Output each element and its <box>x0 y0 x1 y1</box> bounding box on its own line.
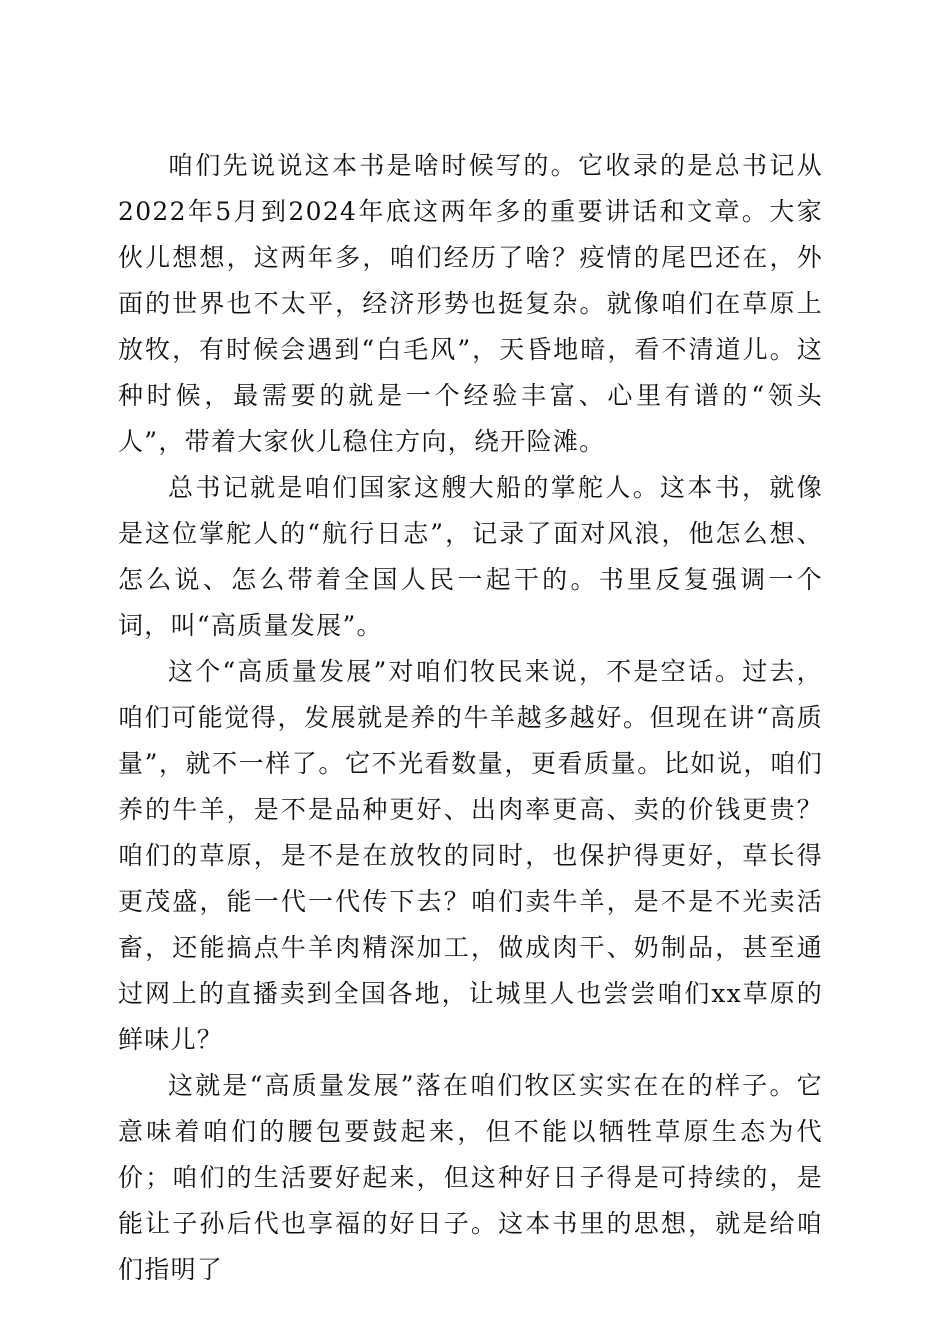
paragraph-4: 这就是“高质量发展”落在咱们牧区实实在在的样子。它意味着咱们的腰包要鼓起来，但不能以牺牲草原生态为代价；咱们的生活要好起来，但这种好日子得是可持续的，是能让子孙后代也享福的好日子。这本书里的思想，就是给咱们指明了 <box>118 1071 823 1284</box>
paragraph-1: 咱们先说说这本书是啥时候写的。它收录的是总书记从2022年5月到2024年底这两年多的重要讲话和文章。大家伙儿想想，这两年多，咱们经历了啥？疫情的尾巴还在，外面的世界也不太平，经济形势也挺复杂。就像咱们在草原上放牧，有时候会遇到“白毛风”，天昏地暗，看不清道儿。这种时候，最需要的就是一个经验丰富、心里有谱的“领头人”，带着大家伙儿稳住方向，绕开险滩。 <box>118 151 823 456</box>
paragraph-3: 这个“高质量发展”对咱们牧民来说，不是空话。过去，咱们可能觉得，发展就是养的牛羊越多越好。但现在讲“高质量”，就不一样了。它不光看数量，更看质量。比如说，咱们养的牛羊，是不是品种更好、出肉率更高、卖的价钱更贵？咱们的草原，是不是在放牧的同时，也保护得更好，草长得更茂盛，能一代一代传下去？咱们卖牛羊，是不是不光卖活畜，还能搞点牛羊肉精深加工，做成肉干、奶制品，甚至通过网上的直播卖到全国各地，让城里人也尝尝咱们xx草原的鲜味儿？ <box>118 657 823 1054</box>
paragraph-2: 总书记就是咱们国家这艘大船的掌舵人。这本书，就像是这位掌舵人的“航行日志”，记录了面对风浪，他怎么想、怎么说、怎么带着全国人民一起干的。书里反复强调一个词，叫“高质量发展”。 <box>118 473 823 640</box>
document-body <box>118 143 823 1293</box>
